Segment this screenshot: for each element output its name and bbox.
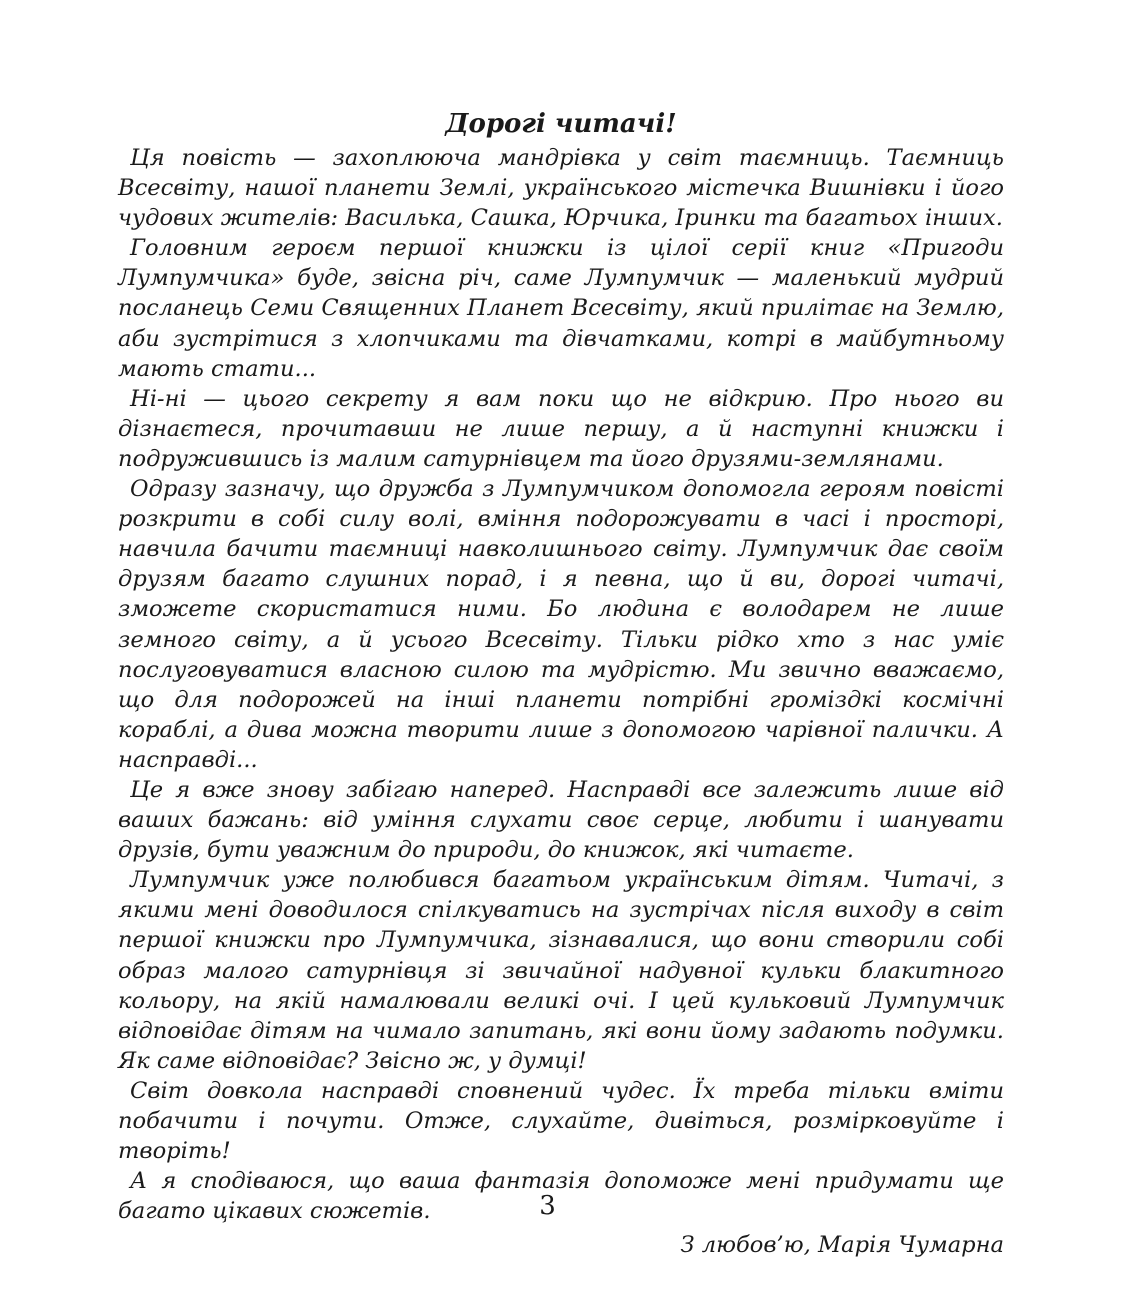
page-number: 3: [539, 1191, 556, 1221]
paragraph: Ні-ні — цього секрету я вам поки що не відкрию. Про нього ви дізнаєтеся, прочитавши не лише першу, а й наступні книжки і подружившись із малим сатурнівцем та його друзями-землянами.: [118, 385, 1004, 472]
paragraph: Одразу зазначу, що дружба з Лумпумчиком допомогла героям повісті розкрити в собі силу волі, вміння подорожувати в часі і просторі, навчила бачити таємниці навколишнього світу. Лумпумчик дає своїм друзям багато слушних порад, і я певна, що й ви, дорогі читачі, зможете скористатися ними. Бо людина є володарем не лише земного світу, а й усього Всесвіту. Тільки рідко хто з нас уміє послуговуватися власною силою та мудрістю. Ми звично вважаємо, що для подорожей на інші планети потрібні громіздкі космічні кораблі, а дива можна творити лише з допомогою чарівної палички. А насправді...: [118, 476, 1004, 773]
document-page: [118, 108, 1004, 1260]
author-signature: З любов’ю, Марія Чумарна: [680, 1232, 1004, 1259]
page-title: Дорогі читачі!: [445, 109, 677, 139]
paragraph: Головним героєм першої книжки із цілої серії книг «Пригоди Лумпумчика» буде, звісна річ, саме Лумпумчик — маленький мудрий посланець Семи Священних Планет Всесвіту, який прилітає на Землю, аби зустрітися з хлопчиками та дівчатками, котрі в майбутньому мають стати...: [118, 235, 1004, 382]
paragraph: Лумпумчик уже полюбився багатьом українським дітям. Читачі, з якими мені доводилося спілкуватись на зустрічах після виходу в світ першої книжки про Лумпумчика, зізнавалися, що вони створили собі образ малого сатурнівця зі звичайної надувної кульки блакитного кольору, на якій намалювали великі очі. І цей кульковий Лумпумчик відповідає дітям на чимало запитань, які вони йому задають подумки. Як саме відповідає? Звісно ж, у думці!: [118, 867, 1004, 1074]
paragraph: А я сподіваюся, що ваша фантазія допоможе мені придумати ще багато цікавих сюжетів.: [118, 1168, 1004, 1225]
paragraph: Це я вже знову забігаю наперед. Насправді все залежить лише від ваших бажань: від уміння слухати своє серце, любити і шанувати друзів, бути уважним до природи, до книжок, які читаєте.: [118, 776, 1004, 864]
paragraph: Ця повість — захоплююча мандрівка у світ таємниць. Таємниць Всесвіту, нашої планети Землі, українського містечка Вишнівки і його чудових жителів: Василька, Сашка, Юрчика, Іринки та багатьох інших.: [118, 145, 1004, 232]
paragraph: Світ довкола насправді сповнений чудес. Їх треба тільки вміти побачити і почути. Отже, слухайте, дивіться, розмірковуйте і творіть!: [118, 1077, 1004, 1165]
body-text: [118, 143, 1004, 1226]
